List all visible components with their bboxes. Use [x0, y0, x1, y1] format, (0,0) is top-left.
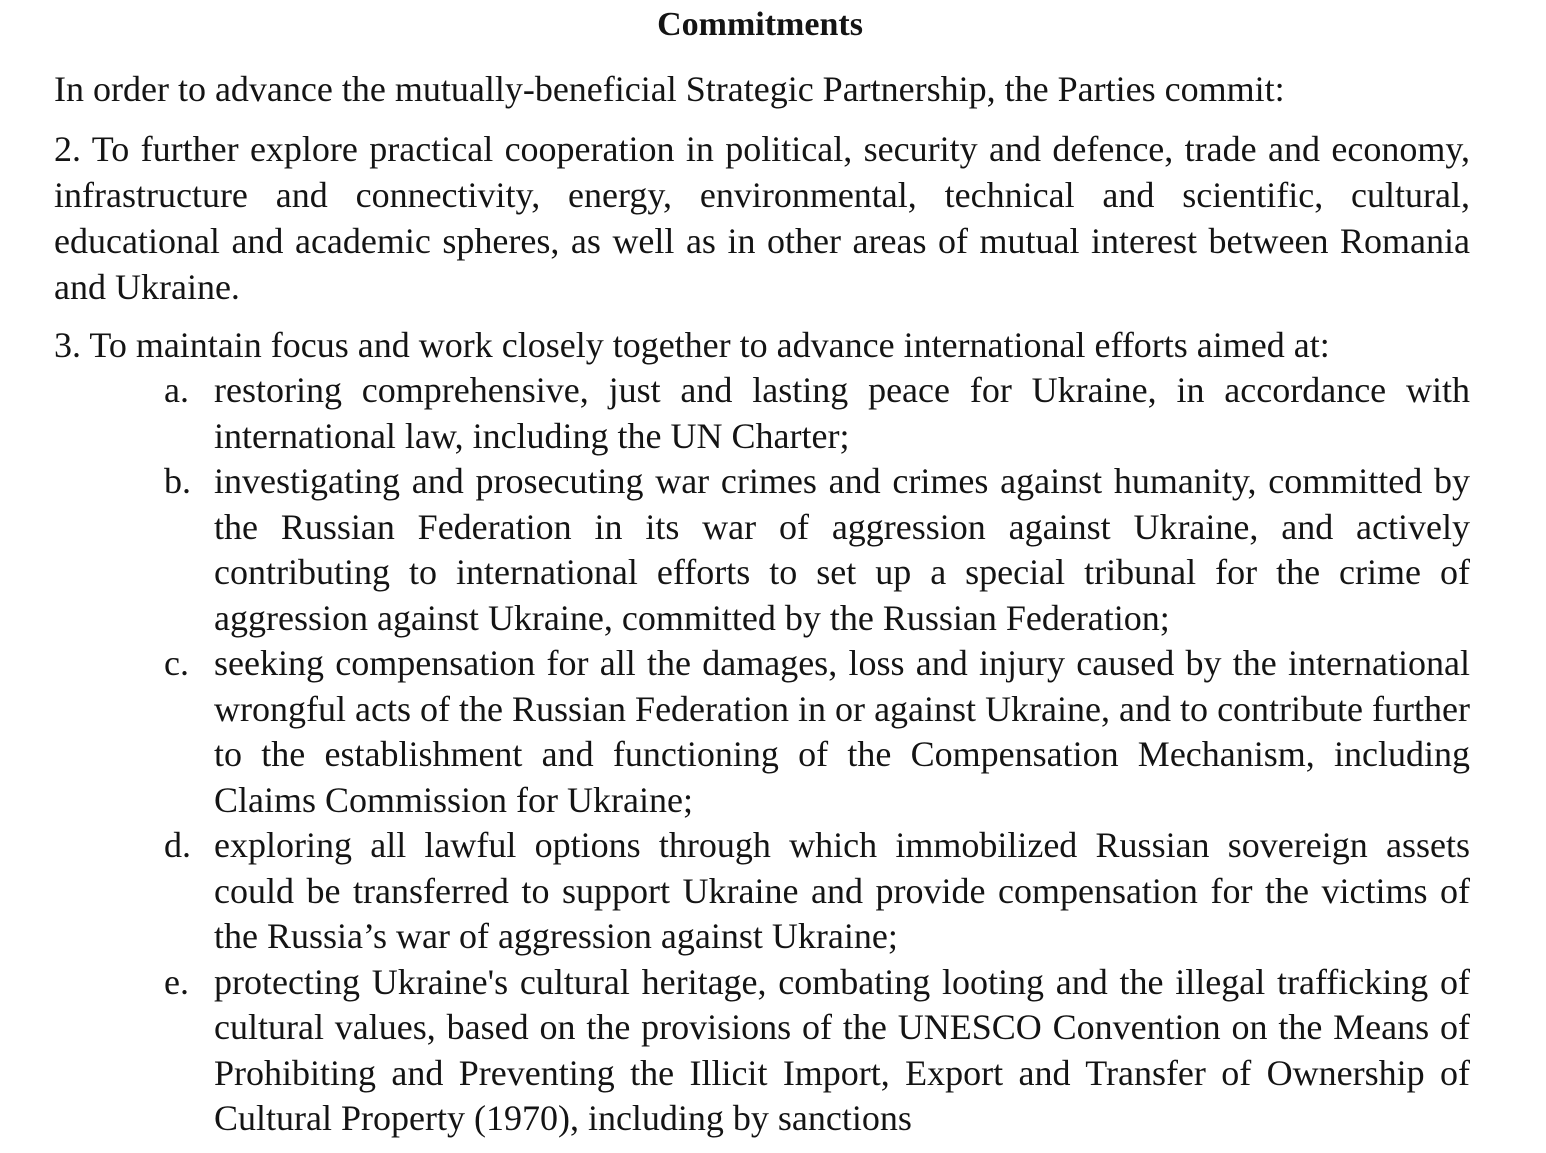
list-marker: d.: [164, 825, 191, 865]
list-item-text: restoring comprehensive, just and lasting peace for Ukraine, in accordance with international law, including the UN Charter;: [214, 370, 1470, 456]
list-item-a: [160, 368, 1470, 459]
list-item-text: protecting Ukraine's cultural heritage, combating looting and the illegal trafficking of cultural values, based on the provisions of the UNESCO Convention on the Means of Prohibiting and Preventing the Illicit Import, Export and Transfer of Ownership of Cultural Property (1970), including by sanctions: [214, 961, 1470, 1138]
paragraph-3: 3. To maintain focus and work closely together to advance international efforts aimed at:: [54, 325, 1330, 365]
list-item-d: [160, 823, 1470, 960]
list-item-text: investigating and prosecuting war crimes and crimes against humanity, committed by the Russian Federation in its war of aggression against Ukraine, and actively contributing to international efforts to set up a special tribunal for the crime of aggression against Ukraine, committed by the Russian Federation;: [214, 461, 1470, 638]
list-marker: c.: [164, 643, 189, 683]
intro-paragraph: In order to advance the mutually-beneficial Strategic Partnership, the Parties commit:: [54, 69, 1285, 109]
list-item-text: seeking compensation for all the damages, loss and injury caused by the international wrongful acts of the Russian Federation in or against Ukraine, and to contribute further to the establishment and functioning of the Compensation Mechanism, including Claims Commission for Ukraine;: [214, 643, 1470, 820]
list-item-text: exploring all lawful options through which immobilized Russian sovereign assets could be transferred to support Ukraine and provide compensation for the victims of the Russia’s war of aggression against Ukraine;: [214, 825, 1470, 956]
list-item-c: [160, 641, 1470, 823]
list-marker: b.: [164, 461, 191, 501]
list-item-b: [160, 459, 1470, 641]
list-marker: e.: [164, 961, 189, 1002]
commitment-list: [160, 368, 1470, 1142]
list-item-e: [160, 960, 1470, 1142]
paragraph-2: 2. To further explore practical cooperation in political, security and defence, trade and economy, infrastructure and connectivity, energy, environmental, technical and scientific, cultural, educational and academic spheres, as well as in other areas of mutual interest between Romania and Ukraine.: [54, 129, 1470, 307]
section-heading: Commitments: [657, 6, 863, 43]
list-marker: a.: [164, 370, 189, 410]
